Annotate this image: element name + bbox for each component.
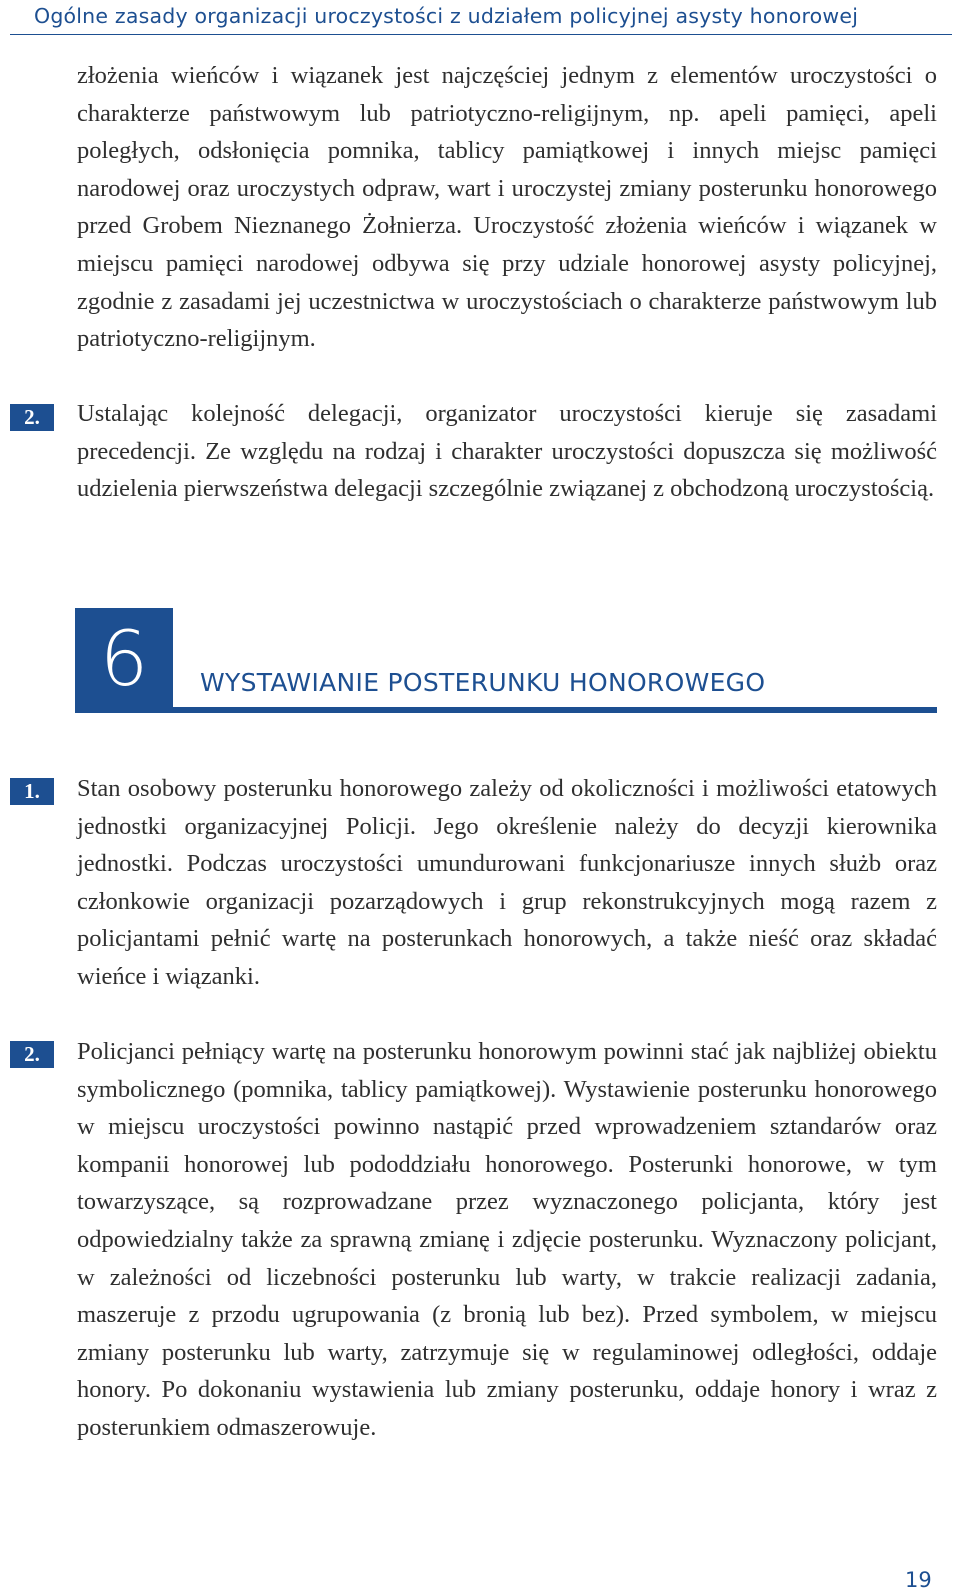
list-item-text: Stan osobowy posterunku honorowego zależy od okoliczności i możliwości etatowych jednostki organizacyjnej Policji. Jego określenie należy do decyzji kierownika jednostki. Podczas uroczystości umundurowani funkcjonariusze innych służb oraz członkowie organizacji pozarządowych i grup rekonstrukcyjnych mogą razem z policjantami pełnić wartę na posterunkach honorowych, a także nieść oraz składać wieńce i wiązanki. xyxy=(77,775,937,990)
list-number-badge: 2. xyxy=(10,1041,54,1068)
section-underline xyxy=(75,707,937,713)
page-number: 19 xyxy=(905,1568,932,1592)
list-number-badge: 1. xyxy=(10,778,54,805)
section-number-box xyxy=(75,608,173,713)
running-header: Ogólne zasady organizacji uroczystości z udziałem policyjnej asysty honorowej xyxy=(34,4,859,28)
list-item-text: Policjanci pełniący wartę na posterunku honorowym powinni stać jak najbliżej obiektu symbolicznego (pomnika, tablicy pamiątkowej). Wystawienie posterunku honorowego w miejscu uroczystości powinno nastąpić przed wprowadzeniem sztandarów oraz kompanii honorowej lub pododdziału honorowego. Posterunki honorowe, w tym towarzyszące, są rozprowadzane przez wyznaczonego policjanta, który jest odpowiedzialny także za sprawną zmianę i zdjęcie posterunku. Wyznaczony policjant, w zależności od liczebności posterunku lub warty, w trakcie realizacji zadania, maszeruje z przodu ugrupowania (z bronią lub bez). Przed symbolem, w miejscu zmiany posterunku lub warty, zatrzymuje się w regulaminowej odległości, oddaje honory. Po dokonaniu wystawienia lub zmiany posterunku, oddaje honory i wraz z posterunkiem odmaszerowuje. xyxy=(77,1038,937,1441)
header-divider xyxy=(10,34,952,35)
section-title: WYSTAWIANIE POSTERUNKU HONOROWEGO xyxy=(200,668,766,697)
list-number-badge: 2. xyxy=(10,404,54,431)
intro-paragraph: złożenia wieńców i wiązanek jest najczęściej jednym z elementów uroczystości o charakterze państwowym lub patriotyczno-religijnym, np. apeli pamięci, apeli poległych, odsłonięcia pomnika, tablicy pamiątkowej i innych miejsc pamięci narodowej oraz uroczystych odpraw, wart i uroczystej zmiany posterunku honorowego przed Grobem Nieznanego Żołnierza. Uroczystość złożenia wieńców i wiązanek w miejscu pamięci narodowej odbywa się przy udziale honorowej asysty policyjnej, zgodnie z zasadami jej uczestnictwa w uroczystościach o charakterze państwowym lub patriotyczno-religijnym. xyxy=(77,62,937,353)
list-item-text: Ustalając kolejność delegacji, organizator uroczystości kieruje się zasadami precedencji. Ze względu na rodzaj i charakter uroczystości dopuszcza się możliwość udzielenia pierwszeństwa delegacji szczególnie związanej z obchodzoną uroczystością. xyxy=(77,400,937,503)
section-number: 6 xyxy=(99,614,149,703)
